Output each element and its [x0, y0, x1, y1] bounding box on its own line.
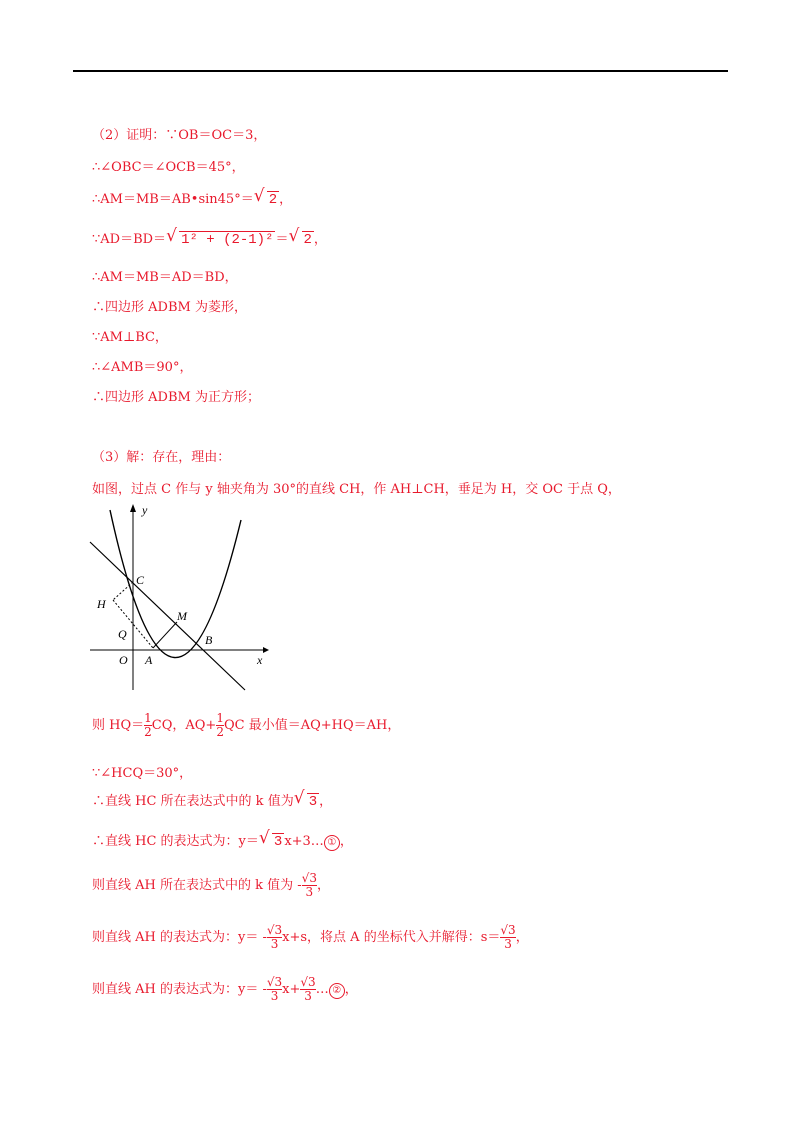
proof-line-2: ∴∠OBC＝∠OCB＝45°， — [92, 160, 245, 175]
solution-line-4: ∵∠HCQ＝30°， — [92, 766, 193, 781]
label-c: C — [136, 573, 145, 587]
proof-line-4: ∵AD＝BD＝ √ 1² + (2-1)² ＝ √ 2 ， — [92, 226, 327, 248]
fraction-sqrt3-over-3: $\frac{√3}{3}$ — [300, 975, 316, 1003]
x-axis-arrow — [263, 647, 269, 653]
parabola-curve — [110, 510, 241, 658]
solution-line-3: 则 HQ＝ $\frac{1}{2}$ CQ，AQ+ $\frac{1}{2}$ QC 最小值＝AQ+HQ＝AH， — [92, 711, 401, 739]
header-rule — [73, 70, 728, 72]
proof-line-7: ∵AM⊥BC， — [92, 330, 168, 345]
proof-line-1: （2）证明：∵OB＝OC＝3， — [92, 128, 267, 143]
fraction-sqrt3-over-3: $\frac{√3}{3}$ — [266, 975, 283, 1003]
fraction-sqrt3-over-3: $\frac{√3}{3}$ — [500, 923, 516, 951]
circled-number-2: ② — [329, 983, 345, 999]
parabola-figure — [85, 500, 270, 695]
sqrt-2: √ 2 — [288, 226, 312, 248]
proof-line-3: ∴AM＝MB＝AB•sin45°＝ √ 2 ， — [92, 186, 293, 208]
dashed-ch — [113, 582, 133, 600]
solution-line-7: 则直线 AH 所在表达式中的 k 值为 - $\frac{√3}{3}$ ， — [92, 871, 330, 899]
proof-line-3-text: ∴AM＝MB＝AB•sin45°＝ — [92, 192, 254, 207]
proof-line-9: ∴四边形 ADBM 为正方形； — [92, 390, 260, 405]
solution-line-2: 如图，过点 C 作与 y 轴夹角为 30°的直线 CH，作 AH⊥CH，垂足为 H，交 OC 于点 Q， — [92, 482, 621, 497]
label-h: H — [97, 597, 106, 611]
label-o: O — [119, 653, 128, 667]
line-cb — [90, 542, 245, 690]
sqrt-3: √ 3 — [293, 788, 318, 810]
solution-line-6: ∴直线 HC 的表达式为：y＝ √ 3 x+3… ① ， — [92, 828, 353, 850]
sqrt-3: √ 3 — [258, 828, 283, 850]
segment-am — [153, 622, 177, 648]
label-y: y — [142, 503, 148, 517]
fraction-sqrt3-over-3: $\frac{√3}{3}$ — [301, 871, 317, 899]
proof-line-8: ∴∠AMB＝90°， — [92, 360, 193, 375]
label-q: Q — [118, 627, 127, 641]
fraction-sqrt3-over-3: $\frac{√3}{3}$ — [266, 923, 283, 951]
solution-line-5: ∴直线 HC 所在表达式中的 k 值为 √ 3 ， — [92, 788, 333, 810]
sqrt-expression: √ 1² + (2-1)² — [166, 226, 274, 248]
solution-line-1: （3）解：存在，理由： — [92, 450, 231, 465]
label-x: x — [257, 653, 263, 667]
label-m: M — [177, 609, 187, 623]
y-axis-arrow — [130, 504, 136, 512]
solution-line-8: 则直线 AH 的表达式为：y＝ - $\frac{√3}{3}$ x+s，将点 A 的坐标代入并解得：s＝ $\frac{√3}{3}$ ， — [92, 923, 529, 951]
label-b: B — [205, 633, 213, 647]
fraction-half: $\frac{1}{2}$ — [216, 711, 224, 739]
solution-line-9: 则直线 AH 的表达式为：y＝ - $\frac{√3}{3}$ x+ $\frac{√3}{3}$ … ② ， — [92, 975, 358, 1003]
circled-number-1: ① — [324, 835, 340, 851]
label-a: A — [145, 653, 153, 667]
proof-line-6: ∴四边形 ADBM 为菱形， — [92, 300, 247, 315]
proof-line-5: ∴AM＝MB＝AD＝BD， — [92, 270, 238, 285]
fraction-half: $\frac{1}{2}$ — [144, 711, 152, 739]
sqrt-2: √ 2 — [253, 186, 278, 208]
